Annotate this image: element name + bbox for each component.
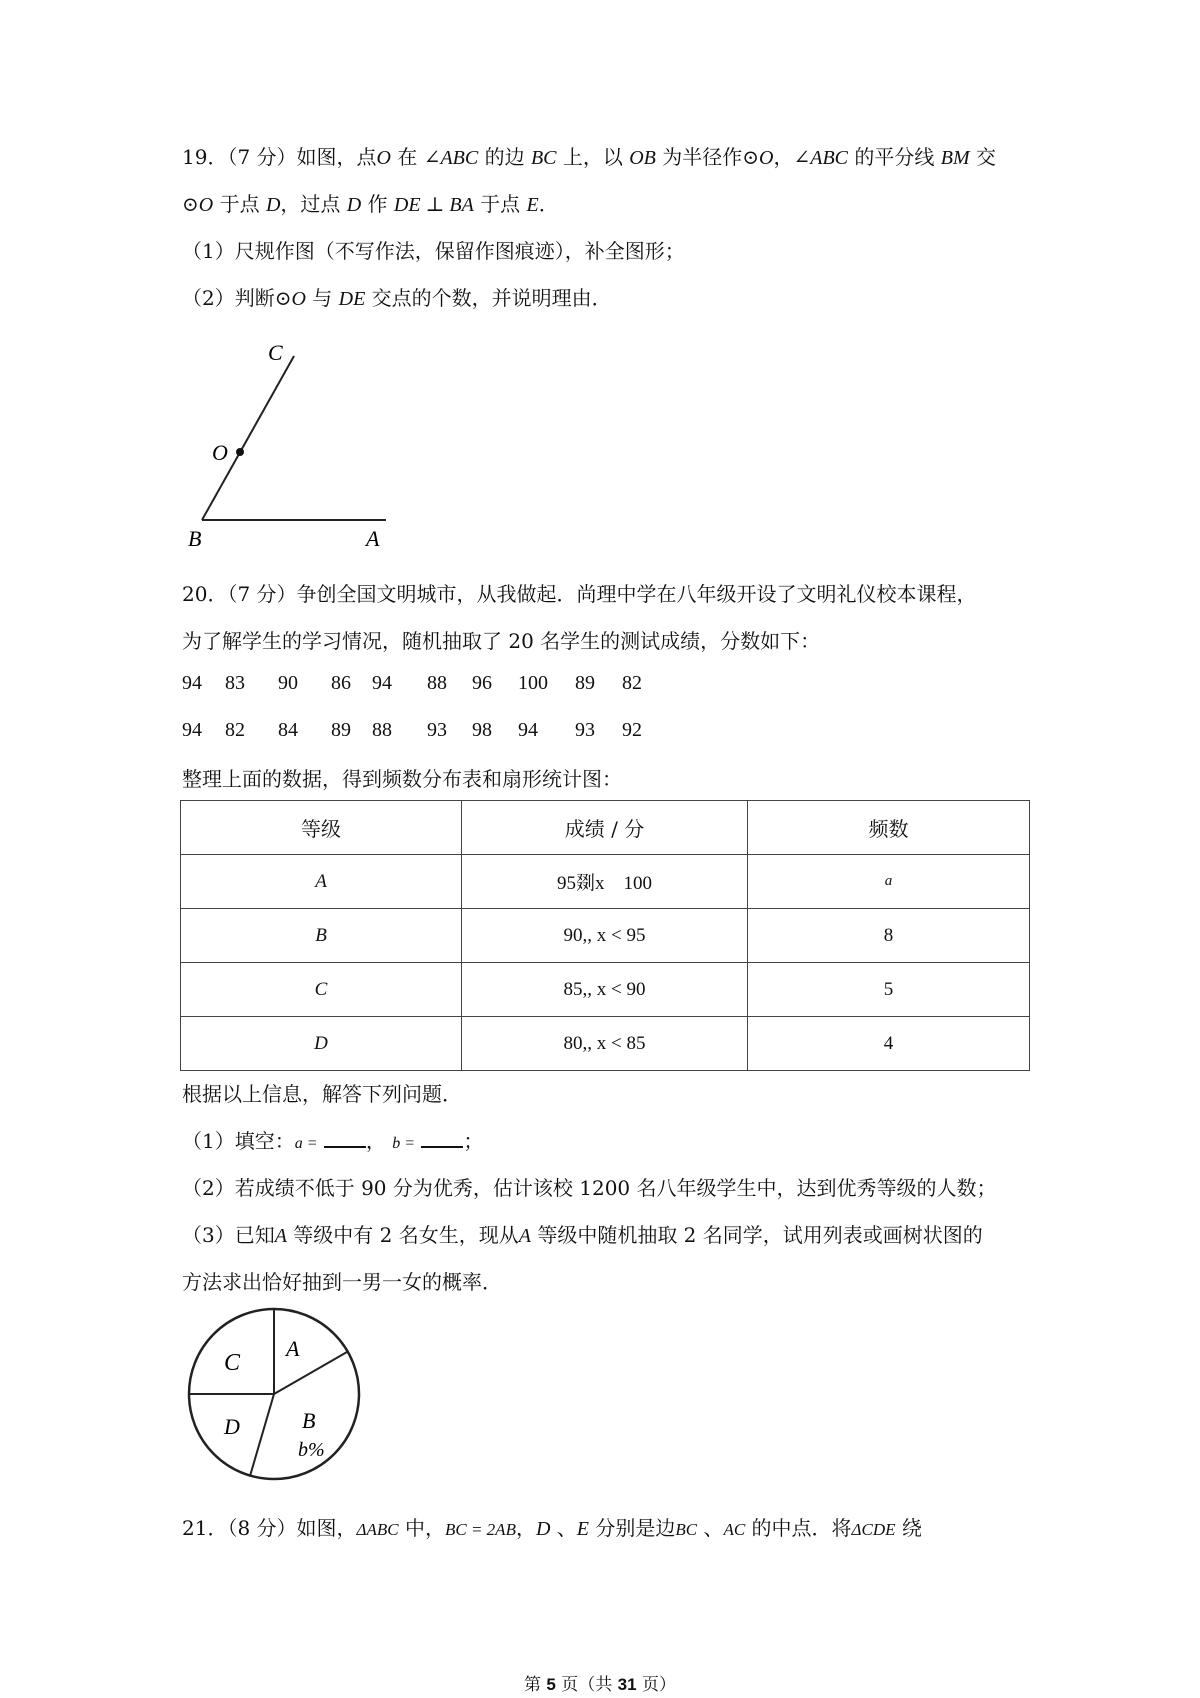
q20-part2: （2）若成绩不低于 90 分为优秀，估计该校 1200 名八年级学生中，达到优秀等级的人数； bbox=[182, 1176, 997, 1200]
label-b: B bbox=[188, 526, 202, 550]
q20-part3: （3）已知A 等级中有 2 名女生，现从A 等级中随机抽取 2 名同学，试用列表或画树状图的 bbox=[182, 1223, 983, 1247]
label-o: O bbox=[212, 440, 228, 465]
q20-after: 根据以上信息，解答下列问题． bbox=[182, 1082, 462, 1106]
page-number: 5 bbox=[546, 1675, 556, 1694]
frequency-cell: a bbox=[748, 855, 1030, 909]
table-header-row bbox=[181, 801, 1030, 855]
pie-chart bbox=[180, 1300, 370, 1490]
range-cell: 85,, x < 90 bbox=[462, 963, 748, 1017]
pie-label-c: C bbox=[224, 1350, 241, 1376]
table-row bbox=[181, 1017, 1030, 1071]
frequency-cell: 5 bbox=[748, 963, 1030, 1017]
q19-part1: （1）尺规作图（不写作法，保留作图痕迹），补全图形； bbox=[182, 239, 685, 263]
page-footer: 第 5 页（共 31 页） bbox=[523, 1675, 676, 1695]
score: 94 bbox=[182, 719, 202, 741]
q19-part2: （2）判断⊙O 与 DE 交点的个数，并说明理由． bbox=[182, 286, 612, 310]
pie-label-a: A bbox=[286, 1336, 300, 1361]
q20-line2: 为了解学生的学习情况，随机抽取了 20 名学生的测试成绩，分数如下： bbox=[182, 629, 821, 653]
score: 93 bbox=[575, 719, 595, 741]
point-o bbox=[236, 448, 244, 456]
q19-angle-figure bbox=[170, 340, 390, 550]
frequency-table bbox=[180, 800, 1030, 1071]
label-a: A bbox=[366, 526, 380, 550]
range-cell: 90,, x < 95 bbox=[462, 909, 748, 963]
q20-part3-line2: 方法求出恰好抽到一男一女的概率． bbox=[182, 1270, 502, 1294]
page-total: 31 bbox=[617, 1675, 637, 1694]
score: 88 bbox=[427, 672, 447, 694]
table-row bbox=[181, 963, 1030, 1017]
pie-label-b-percent: b% bbox=[298, 1439, 325, 1461]
score: 89 bbox=[331, 719, 351, 741]
range-cell: 80,, x < 85 bbox=[462, 1017, 748, 1071]
pie-label-b: B bbox=[302, 1408, 316, 1433]
grade-cell: D bbox=[181, 1017, 462, 1071]
pie-label-d: D bbox=[224, 1414, 240, 1439]
grade-cell: B bbox=[181, 909, 462, 963]
q19-line1: 19．（7 分）如图，点O 在 ∠ABC 的边 BC 上，以 OB 为半径作⊙O，∠ABC 的平分线 BM 交 bbox=[182, 145, 996, 169]
score: 100 bbox=[518, 672, 548, 694]
score: 86 bbox=[331, 672, 351, 694]
answer-blank-a[interactable] bbox=[324, 1128, 366, 1148]
score: 94 bbox=[518, 719, 538, 741]
score: 92 bbox=[622, 719, 642, 741]
score: 98 bbox=[472, 719, 492, 741]
score: 84 bbox=[278, 719, 298, 741]
score: 82 bbox=[622, 672, 642, 694]
frequency-cell: 8 bbox=[748, 909, 1030, 963]
header-score: 成绩 / 分 bbox=[462, 801, 748, 855]
table-row bbox=[181, 909, 1030, 963]
header-frequency: 频数 bbox=[748, 801, 1030, 855]
range-cell: 95剟x 100 bbox=[462, 855, 748, 909]
pie-divider bbox=[250, 1394, 274, 1476]
score: 96 bbox=[472, 672, 492, 694]
q21-line1: 21．（8 分）如图，ΔABC 中，BC = 2AB，D 、E 分别是边BC 、AC 的中点．将ΔCDE 绕 bbox=[182, 1516, 922, 1540]
q20-intro: 整理上面的数据，得到频数分布表和扇形统计图： bbox=[182, 767, 622, 791]
score: 90 bbox=[278, 672, 298, 694]
answer-blank-b[interactable] bbox=[421, 1128, 463, 1148]
score: 88 bbox=[372, 719, 392, 741]
grade-cell: A bbox=[181, 855, 462, 909]
table-row bbox=[181, 855, 1030, 909]
ray-bc bbox=[202, 356, 294, 520]
header-grade: 等级 bbox=[181, 801, 462, 855]
q20-line1: 20．（7 分）争创全国文明城市，从我做起．尚理中学在八年级开设了文明礼仪校本课程， bbox=[182, 582, 977, 606]
q19-line2: ⊙O 于点 D，过点 D 作 DE ⊥ BA 于点 E． bbox=[182, 192, 559, 216]
pie-divider bbox=[274, 1352, 347, 1394]
score: 94 bbox=[372, 672, 392, 694]
score: 94 bbox=[182, 672, 202, 694]
q20-part1: （1）填空：a = ， b = ； bbox=[182, 1129, 484, 1153]
score: 93 bbox=[427, 719, 447, 741]
grade-cell: C bbox=[181, 963, 462, 1017]
label-c: C bbox=[268, 340, 283, 365]
frequency-cell: 4 bbox=[748, 1017, 1030, 1071]
score: 83 bbox=[225, 672, 245, 694]
score: 89 bbox=[575, 672, 595, 694]
score: 82 bbox=[225, 719, 245, 741]
